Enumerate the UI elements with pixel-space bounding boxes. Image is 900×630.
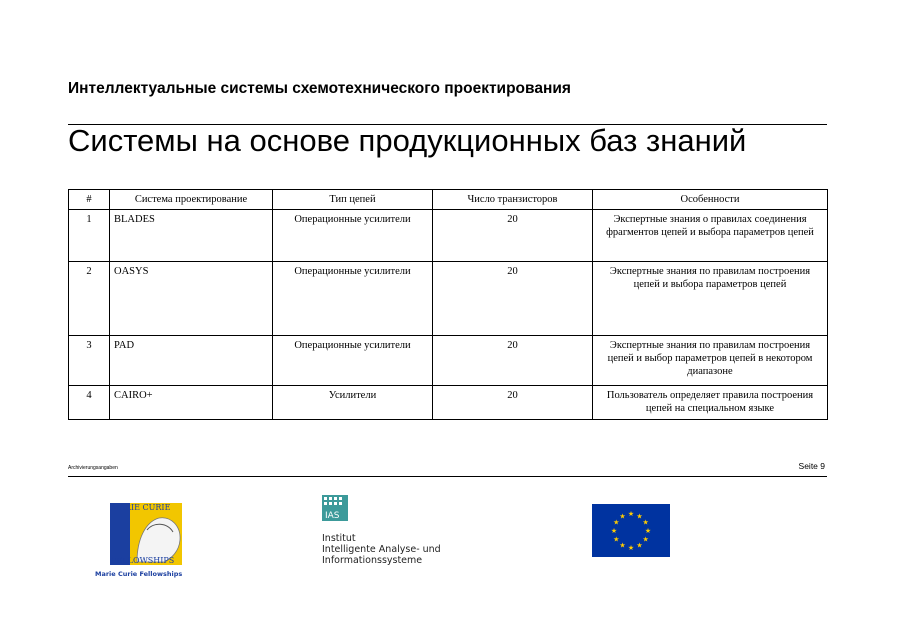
col-header-transistors: Число транзисторов [433,190,593,210]
systems-table [68,189,828,420]
eu-star-icon: ★ [613,518,620,527]
cell-circuit-type: Операционные усилители [273,262,433,336]
table-row [69,336,828,386]
ias-mark-icon [322,495,348,521]
eu-star-icon: ★ [619,512,626,521]
ias-line-2: Intelligente Analyse- und [322,544,441,555]
cell-features: Экспертные знания по правилам построения цепей и выбор параметров цепей в некотором диапазоне [593,336,828,386]
header-title: Интеллектуальные системы схемотехнического проектирования [68,80,571,97]
cell-features: Пользователь определяет правила построения цепей на специальном языке [593,386,828,420]
cell-number: 1 [69,210,110,262]
cell-system: CAIRO+ [110,386,273,420]
footer-divider [68,476,827,477]
cell-system: BLADES [110,210,273,262]
mc-top-label: MARIE CURIE [111,503,171,512]
cell-transistors: 20 [433,262,593,336]
col-header-circuit-type: Тип цепей [273,190,433,210]
cell-transistors: 20 [433,386,593,420]
eu-star-icon: ★ [636,541,643,550]
ias-logo [322,495,452,570]
cell-features: Экспертные знания по правилам построения цепей и выбора параметров цепей [593,262,828,336]
mc-bottom-label: FELLOWSHIPS [111,556,175,565]
eu-star-icon: ★ [627,510,635,518]
cell-number: 3 [69,336,110,386]
eu-star-icon: ★ [627,544,635,552]
col-header-features: Особенности [593,190,828,210]
marie-curie-logo [95,500,203,578]
ias-line-3: Informationssysteme [322,555,423,566]
cell-features: Экспертные знания о правилах соединения фрагментов цепей и выбора параметров цепей [593,210,828,262]
cell-number: 4 [69,386,110,420]
eu-flag-icon [592,504,670,557]
mc-caption: Marie Curie Fellowships [95,570,183,578]
table-row [69,386,828,420]
cell-circuit-type: Операционные усилители [273,210,433,262]
cell-transistors: 20 [433,210,593,262]
archive-note: Archivierungsangaben [68,465,118,471]
eu-star-icon: ★ [642,535,649,544]
cell-circuit-type: Операционные усилители [273,336,433,386]
ias-line-1: Institut [322,533,356,544]
cell-system: OASYS [110,262,273,336]
slide-title: Системы на основе продукционных баз знаний [68,123,747,158]
table-row [69,210,828,262]
eu-star-icon: ★ [644,527,652,535]
cell-transistors: 20 [433,336,593,386]
cell-number: 2 [69,262,110,336]
eu-star-icon: ★ [613,535,620,544]
page-number: Seite 9 [798,461,825,471]
ias-name [322,533,441,566]
eu-star-icon: ★ [642,518,649,527]
cell-system: PAD [110,336,273,386]
col-header-number: # [69,190,110,210]
eu-star-icon: ★ [610,527,618,535]
table-header-row [69,190,828,210]
col-header-system: Система проектирование [110,190,273,210]
eu-star-icon: ★ [619,541,626,550]
ias-mark-label: IAS [325,511,340,521]
table-row [69,262,828,336]
cell-circuit-type: Усилители [273,386,433,420]
eu-star-icon: ★ [636,512,643,521]
